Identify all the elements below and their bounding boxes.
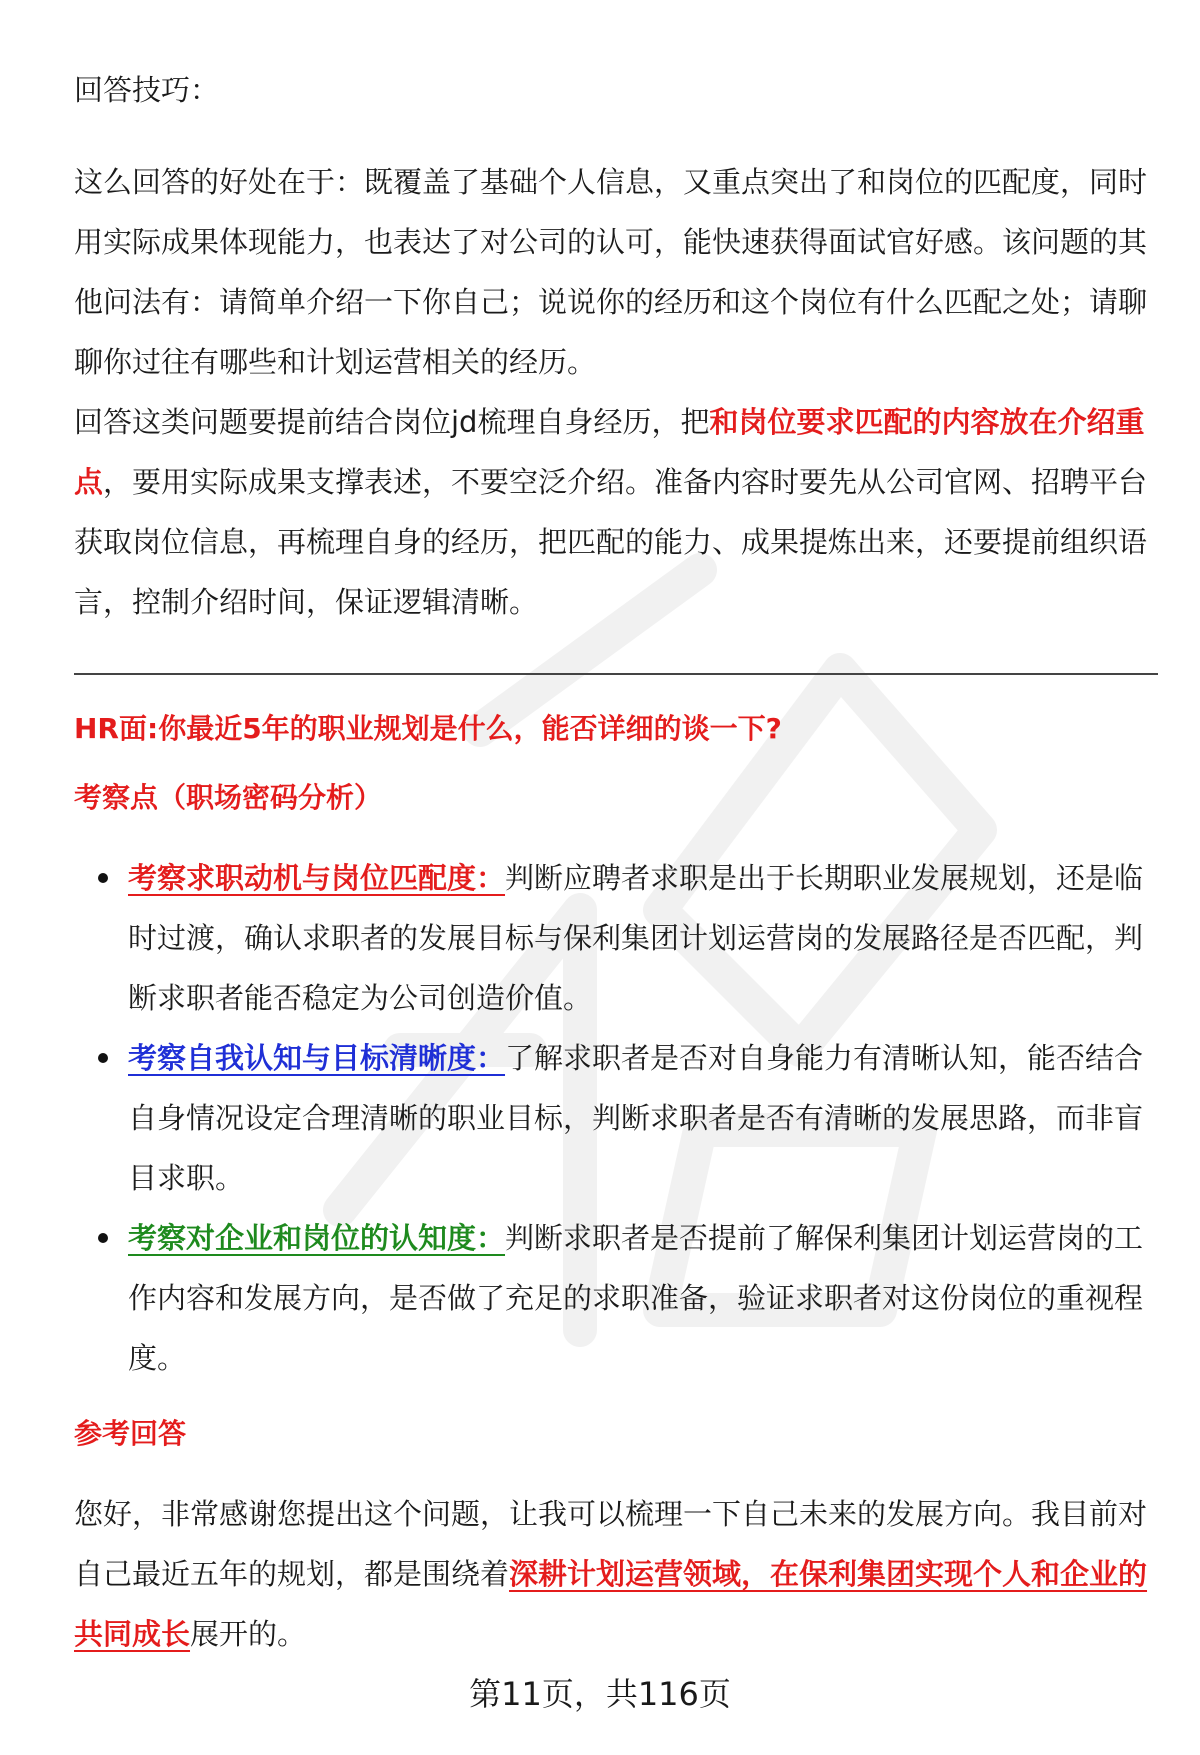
tips-paragraph-1: 这么回答的好处在于：既覆盖了基础个人信息，又重点突出了和岗位的匹配度，同时用实际成果体现能力，也表达了对公司的认可，能快速获得面试官好感。该问题的其他问法有：请简单介绍一下你自己；说说你的经历和这个岗位有什么匹配之处；请聊聊你过往有哪些和计划运营相关的经历。	[74, 165, 1148, 379]
bullet-dot-icon	[98, 873, 108, 883]
tips-paragraph-2-text-b: ，要用实际成果支撑表述，不要空泛介绍。准备内容时要先从公司官网、招聘平台获取岗位信息，再梳理自身的经历，把匹配的能力、成果提炼出来，还要提前组织语言，控制介绍时间，保证逻辑清晰。	[74, 465, 1148, 619]
document-page	[74, 0, 1158, 632]
focus-item-3-text: 判断求职者是否提前了解保利集团计划运营岗的工作内容和发展方向，是否做了充足的求职准备，验证求职者对这份岗位的重视程度。	[128, 1221, 1144, 1375]
tips-highlight: 和岗位要求匹配的内容放在介绍重点	[74, 405, 1145, 499]
tips-paragraph-2-text-a: 回答这类问题要提前结合岗位jd梳理自身经历，把	[74, 405, 710, 439]
focus-item-1-title: 考察求职动机与岗位匹配度：	[128, 861, 506, 895]
question-heading: HR面:你最近5年的职业规划是什么，能否详细的谈一下?	[74, 712, 782, 745]
focus-list	[74, 848, 1158, 1388]
reference-answer-highlight: 深耕计划运营领域，在保利集团实现个人和企业的共同成长	[74, 1557, 1148, 1651]
page-number: 第11页，共116页	[469, 1675, 731, 1713]
section-divider	[74, 673, 1158, 675]
bullet-dot-icon	[98, 1233, 108, 1243]
tips-label: 回答技巧：	[74, 73, 220, 107]
focus-item-1-text: 判断应聘者求职是出于长期职业发展规划，还是临时过渡，确认求职者的发展目标与保利集团计划运营岗的发展路径是否匹配，判断求职者能否稳定为公司创造价值。	[128, 861, 1144, 1015]
reference-answer-heading: 参考回答	[74, 1417, 187, 1450]
reference-answer-text-b: 展开的。	[190, 1617, 307, 1651]
reference-answer	[74, 1484, 1158, 1664]
focus-item-3-title: 考察对企业和岗位的认知度：	[128, 1221, 506, 1255]
focus-heading: 考察点（职场密码分析）	[74, 781, 383, 814]
tips-paragraph-2	[74, 392, 1158, 632]
reference-answer-text-a: 您好，非常感谢您提出这个问题，让我可以梳理一下自己未来的发展方向。我目前对自己最近五年的规划，都是围绕着	[74, 1497, 1148, 1591]
focus-item-1	[74, 848, 1158, 1028]
focus-item-2-text: 了解求职者是否对自身能力有清晰认知，能否结合自身情况设定合理清晰的职业目标，判断求职者是否有清晰的发展思路，而非盲目求职。	[128, 1041, 1144, 1195]
focus-item-3	[74, 1208, 1158, 1388]
focus-item-2	[74, 1028, 1158, 1208]
bullet-dot-icon	[98, 1053, 108, 1063]
focus-item-2-title: 考察自我认知与目标清晰度：	[128, 1041, 506, 1075]
